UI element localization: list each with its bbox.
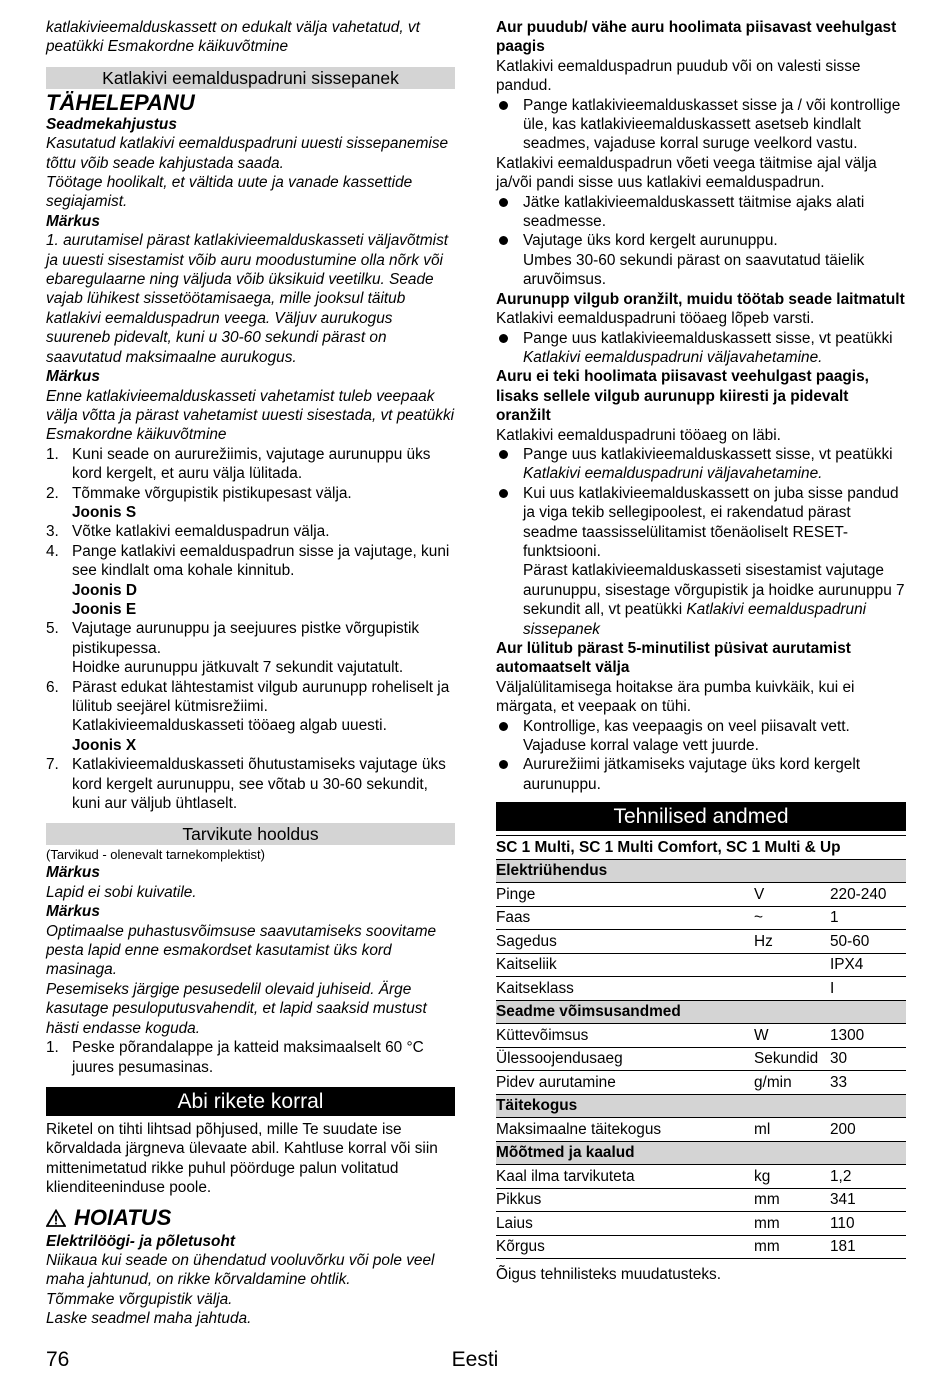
- spec-label: Kaal ilma tarvikuteta: [496, 1165, 754, 1189]
- step-text: Hoidke aurunuppu jätkuvalt 7 sekundit vajutatult.: [72, 659, 404, 677]
- remedy-text-main: Jätke katlakivieemalduskassett täitmise ajaks alati seadmesse.: [523, 193, 865, 231]
- step-item: [46, 736, 455, 755]
- note-heading-2: Märkus: [46, 368, 100, 386]
- spec-label: Küttevõimsus: [496, 1024, 754, 1048]
- spec-unit: mm: [754, 1188, 830, 1212]
- step-item: [46, 755, 455, 813]
- spec-value: 33: [830, 1071, 906, 1095]
- accessory-step-text: Peske põrandalappe ja katteid maksimaalselt 60 °C juures pesumasinas.: [72, 1039, 424, 1076]
- step-number: [46, 658, 72, 677]
- step-item: [46, 581, 455, 600]
- spec-unit: kg: [754, 1165, 830, 1189]
- step-number: [46, 503, 72, 522]
- spec-label: Kaitseklass: [496, 977, 754, 1001]
- spec-label: Ülessoojendusaeg: [496, 1047, 754, 1071]
- spec-row: [496, 930, 906, 954]
- remedy-text-main: Vajutage üks kord kergelt aurunuppu.: [523, 232, 778, 250]
- spec-value: 50-60: [830, 930, 906, 954]
- warning-text-3: Laske seadmel maha jahtuda.: [46, 1310, 252, 1328]
- remedy-text: [523, 484, 906, 562]
- accessory-note-text-3: Pesemiseks järgige pesusedelil olevaid juhiseid. Ärge kasutage pesuloputusvahendit, et lapid saaksid mustust hästi endasse koguda.: [46, 980, 427, 1037]
- warning-heading-row: [46, 1206, 455, 1232]
- step-number: [46, 716, 72, 735]
- remedy-text-main: Pärast katlakivieemalduskasseti sisestamist vajutage aurunuppu, sisestage võrgupistik ja hoidke aurunuppu 7 sekundit all, vt peatükki: [523, 562, 905, 619]
- spec-unit: ml: [754, 1118, 830, 1142]
- note-heading-1: Märkus: [46, 212, 100, 230]
- section-title-accessory-care: Tarvikute hooldus: [46, 823, 455, 845]
- step-item: [46, 445, 455, 484]
- accessory-note-text-1: Lapid ei sobi kuivatile.: [46, 883, 197, 901]
- spec-row: [496, 1047, 906, 1071]
- bullet-icon: [496, 717, 523, 756]
- spec-unit: ~: [754, 906, 830, 930]
- spec-value: 200: [830, 1118, 906, 1142]
- remedy-continuation: [496, 251, 906, 290]
- spec-label: Sagedus: [496, 930, 754, 954]
- spec-unit: mm: [754, 1212, 830, 1236]
- spec-unit: W: [754, 1024, 830, 1048]
- spec-group-name: Täitekogus: [496, 1094, 906, 1118]
- remedy-bullet: [496, 329, 906, 368]
- step-text: Katlakivieemalduskasseti tööaeg algab uuesti.: [72, 717, 387, 735]
- accessory-step: [46, 1038, 455, 1077]
- spec-group-row: [496, 1094, 906, 1118]
- bullet-icon: [496, 329, 523, 368]
- notice-heading: TÄHELEPANU: [46, 89, 195, 115]
- step-item: [46, 600, 455, 619]
- spec-label: Pikkus: [496, 1188, 754, 1212]
- spec-row: [496, 1024, 906, 1048]
- step-item: [46, 503, 455, 522]
- spec-unit: [754, 977, 830, 1001]
- spec-value: 1300: [830, 1024, 906, 1048]
- bullet-icon: [496, 193, 523, 232]
- warning-text-2: Tõmmake võrgupistik välja.: [46, 1290, 233, 1308]
- remedy-text: [523, 231, 906, 250]
- spec-label: Maksimaalne täitekogus: [496, 1118, 754, 1142]
- warning-subheading: Elektrilöögi- ja põletusoht: [46, 1232, 235, 1250]
- right-column: [496, 18, 906, 1285]
- remedy-bullet: [496, 96, 906, 154]
- remedy-bullet: [496, 484, 906, 562]
- step-number: 1.: [46, 445, 59, 463]
- chapter-reference: Katlakivi eemalduspadruni sissepanek: [523, 601, 867, 638]
- chapter-reference: Katlakivi eemalduspadruni väljavahetamine.: [523, 348, 823, 366]
- remedy-bullet: [496, 755, 906, 794]
- spec-group-row: [496, 1141, 906, 1165]
- spec-value: 220-240: [830, 883, 906, 907]
- spec-value: 181: [830, 1235, 906, 1259]
- bullet-icon: [496, 445, 523, 484]
- spec-row: [496, 1118, 906, 1142]
- spec-label: Kõrgus: [496, 1235, 754, 1259]
- accessory-note-heading-1: Märkus: [46, 864, 100, 882]
- page-number: 76: [46, 1348, 70, 1371]
- figure-reference: Joonis D: [72, 581, 137, 599]
- spec-unit: V: [754, 883, 830, 907]
- spec-value: 110: [830, 1212, 906, 1236]
- warning-text-1: Niikaua kui seade on ühendatud vooluvõrku või pole veel maha jahtunud, on rikke kõrvaldamine ohtlik.: [46, 1251, 435, 1289]
- cause-text: Katlakivi eemalduspadrun puudub või on valesti sisse pandud.: [496, 57, 861, 95]
- remedy-text: [523, 755, 906, 794]
- bullet-icon: [496, 755, 523, 794]
- remedy-text-main: Aururežiimi jätkamiseks vajutage üks kord kergelt aurunuppu.: [523, 756, 861, 793]
- spec-row: [496, 1212, 906, 1236]
- model-row: [496, 836, 906, 860]
- problem-heading: Aur puudub/ vähe auru hoolimata piisavast veehulgast paagis: [496, 19, 897, 56]
- spec-value: I: [830, 977, 906, 1001]
- technical-changes-note: Õigus tehnilisteks muudatusteks.: [496, 1266, 721, 1284]
- section-title-troubleshooting: Abi rikete korral: [46, 1087, 455, 1116]
- spec-row: [496, 953, 906, 977]
- warning-heading: HOIATUS: [74, 1204, 172, 1230]
- spec-label: Laius: [496, 1212, 754, 1236]
- cause-text: Väljalülitamisega hoitakse ära pumba kuivkäik, kui ei märgata, et veepaak on tühi.: [496, 678, 855, 716]
- spec-group-row: [496, 859, 906, 883]
- remedy-text-main: Umbes 30-60 sekundi pärast on saavutatud täielik aruvõimsus.: [523, 251, 865, 289]
- step-item: [46, 484, 455, 503]
- spec-unit: Sekundid: [754, 1047, 830, 1071]
- remedy-bullet: [496, 717, 906, 756]
- step-item: [46, 716, 455, 735]
- cause-text: Katlakivi eemalduspadrun võeti veega täitmise ajal välja ja/või pandi sisse uus katlakivi eemalduspadrun.: [496, 154, 877, 192]
- step-number: 3.: [46, 523, 59, 541]
- bullet-icon: [496, 96, 523, 154]
- spec-group-row: [496, 1000, 906, 1024]
- spec-label: Faas: [496, 906, 754, 930]
- steps-list: [46, 445, 455, 814]
- spec-unit: Hz: [754, 930, 830, 954]
- remedy-text: [523, 96, 906, 154]
- step-text: Võtke katlakivi eemalduspadrun välja.: [72, 523, 330, 541]
- note-text-2: Enne katlakivieemalduskasseti vahetamist tuleb veepaak välja võtta ja pärast vahetamist uuesti sisestada, vt peatükki Esmakordne käikuvõtmine: [46, 387, 455, 444]
- problem-heading: Aur lülitub pärast 5-minutilist püsivat aurutamist automaatselt välja: [496, 640, 851, 677]
- remedy-continuation: [496, 561, 906, 639]
- intro-text: katlakivieemalduskassett on edukalt välja vahetatud, vt peatükki Esmakordne käikuvõtmine: [46, 19, 420, 56]
- remedy-text-main: Kui uus katlakivieemalduskassett on juba sisse pandud ja viga tekib sellegipoolest, ei rakendatud pärast seadme taassisselülitamist tõenäoliselt RESET-funktsiooni.: [523, 484, 899, 560]
- step-number: 7.: [46, 756, 59, 774]
- accessory-note-text-2: Optimaalse puhastusvõimsuse saavutamiseks soovitame pesta lapid enne esmakordset kasutamist üks kord masinaga.: [46, 922, 437, 979]
- spec-row: [496, 1235, 906, 1259]
- spec-value: 341: [830, 1188, 906, 1212]
- notice-subheading: Seadmekahjustus: [46, 115, 177, 133]
- spec-label: Pinge: [496, 883, 754, 907]
- step-number: 5.: [46, 620, 59, 638]
- spec-label: Pidev aurutamine: [496, 1071, 754, 1095]
- section-title-descaling-insert: Katlakivi eemalduspadruni sissepanek: [46, 67, 455, 89]
- spec-row: [496, 1188, 906, 1212]
- spec-unit: [754, 953, 830, 977]
- step-item: [46, 678, 455, 717]
- spec-value: 30: [830, 1047, 906, 1071]
- step-item: [46, 542, 455, 581]
- bullet-icon: [496, 484, 523, 562]
- page-language: Eesti: [451, 1348, 499, 1371]
- remedy-text-main: Pange katlakivieemalduskasset sisse ja / või kontrollige üle, kas katlakivieemalduskassett asetseb kindlalt seadmes, vajaduse korral suruge veelkord vastu.: [523, 96, 901, 153]
- accessory-small-note: (Tarvikud - olenevalt tarnekomplektist): [46, 847, 265, 863]
- spec-row: [496, 1071, 906, 1095]
- remedy-text: [523, 251, 906, 290]
- remedy-text-main: Pange uus katlakivieemalduskassett sisse, vt peatükki: [523, 329, 893, 347]
- step-number: 6.: [46, 678, 59, 696]
- step-text: Katlakivieemalduskasseti õhutustamiseks vajutage üks kord kergelt aurunuppu, see võtab u 30-60 sekundit, kuni aur väljub ühtlaselt.: [72, 756, 446, 813]
- accessory-note-heading-2: Märkus: [46, 903, 100, 921]
- spec-unit: mm: [754, 1235, 830, 1259]
- figure-reference: Joonis X: [72, 736, 137, 754]
- bullet-indent: [496, 561, 523, 639]
- spec-row: [496, 883, 906, 907]
- remedy-text: [523, 561, 906, 639]
- left-column: [46, 18, 455, 1329]
- step-number: [46, 600, 72, 619]
- step-number: 2.: [46, 484, 59, 502]
- step-text: Vajutage aurunuppu ja seejuures pistke võrgupistik pistikupessa.: [72, 620, 420, 657]
- step-number: [46, 581, 72, 600]
- problem-heading: Aurunupp vilgub oranžilt, muidu töötab seade laitmatult: [496, 290, 905, 308]
- spec-value: 1: [830, 906, 906, 930]
- step-item: [46, 522, 455, 541]
- step-number: [46, 736, 72, 755]
- warning-triangle-icon: [46, 1208, 66, 1232]
- remedy-text: [523, 193, 906, 232]
- spec-row: [496, 906, 906, 930]
- notice-text-1: Kasutatud katlakivi eemalduspadruni uuesti sissepanemise tõttu võib seade kahjustada saada.: [46, 135, 449, 172]
- remedy-text-main: Kontrollige, kas veepaagis on veel piisavalt vett. Vajaduse korral valage vett juurde.: [523, 717, 850, 755]
- section-title-technical-data: Tehnilised andmed: [496, 802, 906, 831]
- problem-heading: Auru ei teki hoolimata piisavast veehulgast paagis, lisaks sellele vilgub aurunupp kiiresti ja pidevalt oranžilt: [496, 368, 869, 425]
- bullet-icon: [496, 231, 523, 250]
- accessory-step-number: 1.: [46, 1039, 59, 1057]
- spec-unit: g/min: [754, 1071, 830, 1095]
- step-text: Pange katlakivi eemalduspadrun sisse ja vajutage, kuni see kindlalt oma kohale kinnitub.: [72, 542, 450, 580]
- remedy-bullet: [496, 193, 906, 232]
- technical-data-table: [496, 835, 906, 1259]
- step-text: Kuni seade on aururežiimis, vajutage aurunuppu üks kord kergelt, et auru välja lülitada.: [72, 445, 431, 483]
- step-number: 4.: [46, 542, 59, 560]
- troubleshooting-intro: Riketel on tihti lihtsad põhjused, mille Te suudate ise kõrvaldada järgneva ülevaate abil. Kahtluse korral või siin mittenimetatud rikke puhul pöörduge palun volitatud klienditeeninduse poole.: [46, 1120, 438, 1197]
- remedy-text: [523, 329, 906, 368]
- model-name: SC 1 Multi, SC 1 Multi Comfort, SC 1 Multi & Up: [496, 836, 906, 860]
- notice-text-2: Töötage hoolikalt, et vältida uute ja vanade kassettide segiajamist.: [46, 174, 413, 211]
- spec-row: [496, 977, 906, 1001]
- spec-group-name: Mõõtmed ja kaalud: [496, 1141, 906, 1165]
- remedy-text-main: Pange uus katlakivieemalduskassett sisse, vt peatükki: [523, 445, 893, 463]
- step-item: [46, 619, 455, 658]
- cause-text: Katlakivi eemalduspadruni tööaeg lõpeb varsti.: [496, 310, 815, 328]
- spec-row: [496, 1165, 906, 1189]
- note-text-1: 1. aurutamisel pärast katlakivieemalduskasseti väljavõtmist ja uuesti sisestamist võib auru moodustumine olla nõrk või ebaregulaarne ning väljuda võib üksikuid veetilku. Seade vajab lühikest sissetöötamisaega, mille jooksul täitub katlakivi eemalduspadrun veega. Väljuv aurukogus suureneb pidevalt, kuni u 30-60 sekundi pärast on saavutatud maksimaalne aurukogus.: [46, 232, 449, 366]
- step-text: Pärast edukat lähtestamist vilgub aurunupp roheliselt ja lülitub seejärel kütmisrežiimi.: [72, 678, 450, 715]
- step-item: [46, 658, 455, 677]
- spec-group-name: Seadme võimsusandmed: [496, 1000, 906, 1024]
- troubleshooting-blocks: [496, 18, 906, 794]
- remedy-text: [523, 717, 906, 756]
- spec-value: IPX4: [830, 953, 906, 977]
- remedy-bullet: [496, 445, 906, 484]
- spec-value: 1,2: [830, 1165, 906, 1189]
- figure-reference: Joonis E: [72, 600, 137, 618]
- bullet-indent: [496, 251, 523, 290]
- remedy-bullet: [496, 231, 906, 250]
- cause-text: Katlakivi eemalduspadruni tööaeg on läbi.: [496, 426, 781, 444]
- spec-label: Kaitseliik: [496, 953, 754, 977]
- chapter-reference: Katlakivi eemalduspadruni väljavahetamine.: [523, 465, 823, 483]
- figure-reference: Joonis S: [72, 503, 137, 521]
- remedy-text: [523, 445, 906, 484]
- spec-group-name: Elektriühendus: [496, 859, 906, 883]
- step-text: Tõmmake võrgupistik pistikupesast välja.: [72, 484, 352, 502]
